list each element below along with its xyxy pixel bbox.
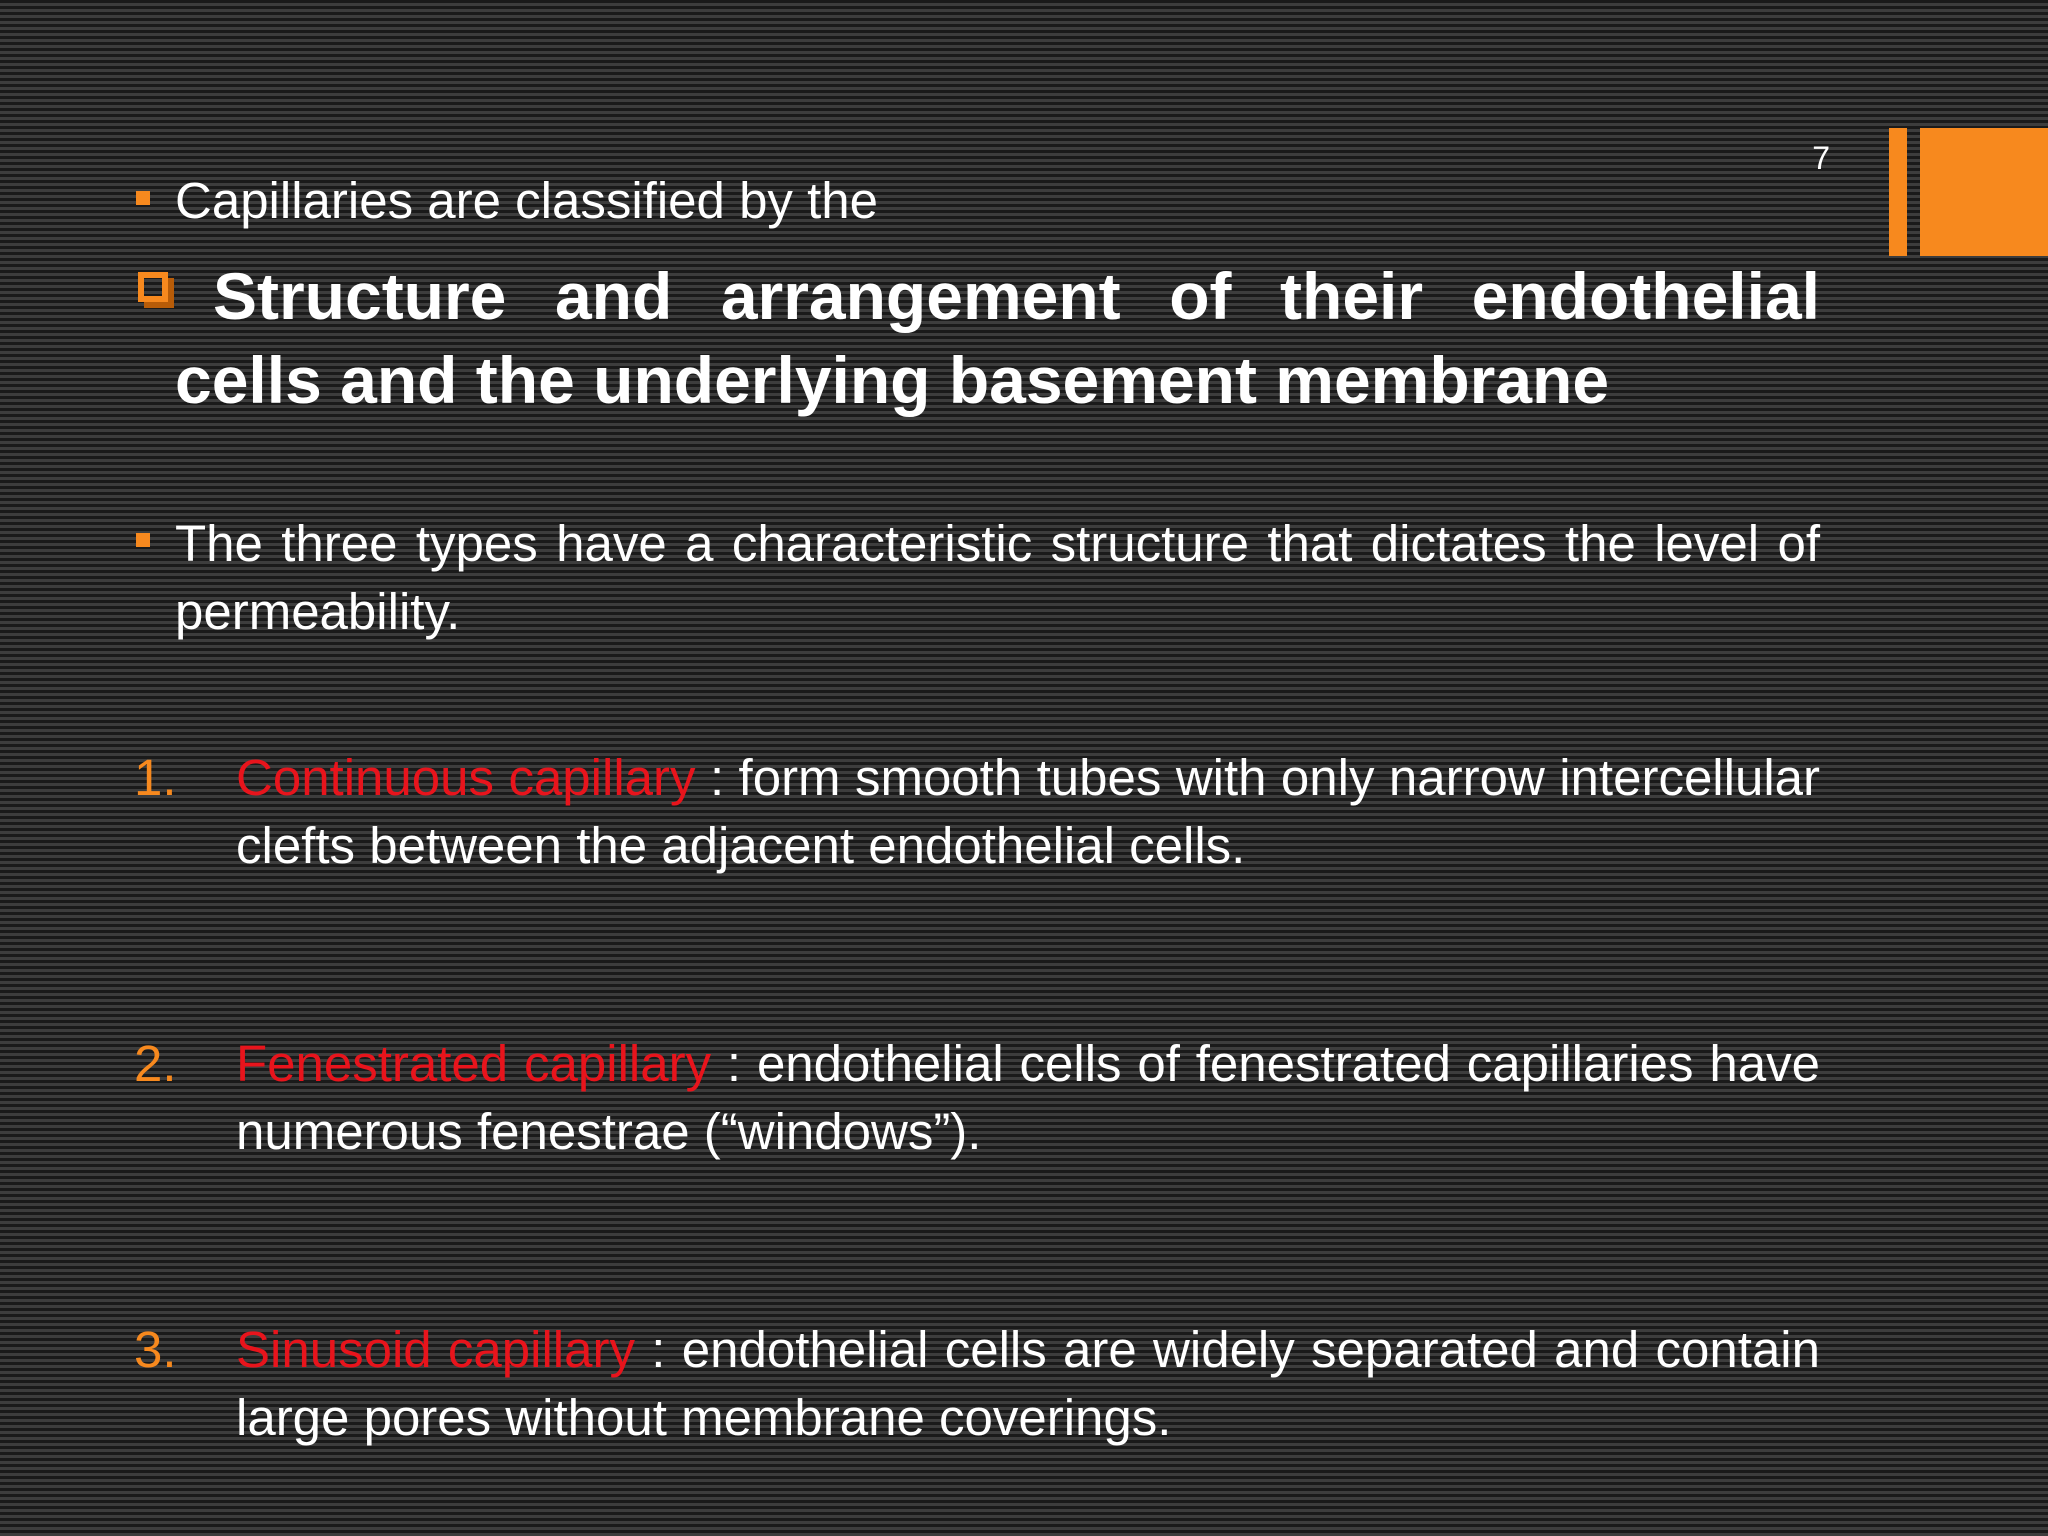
term-sinusoid-capillary: Sinusoid capillary — [236, 1321, 635, 1378]
bullet-heading-text: Structure and arrangement of their endothelial cells and the underlying basement membrane — [175, 259, 1820, 417]
accent-block — [1920, 128, 2048, 256]
term-fenestrated-capillary: Fenestrated capillary — [236, 1035, 712, 1092]
list-item-sinusoid — [134, 1316, 1820, 1452]
term-description: : endothelial cells of fenestrated capillaries have numerous fenestrae (“windows”). — [236, 1035, 1820, 1160]
accent-bar — [1889, 128, 1907, 256]
slide-number: 7 — [1812, 140, 1830, 176]
list-item-body — [236, 1030, 1820, 1166]
bullet-text: Capillaries are classified by the — [175, 172, 878, 229]
list-number: 1. — [134, 749, 177, 806]
list-item-body — [236, 744, 1820, 880]
list-item-continuous — [134, 744, 1820, 880]
term-description: : form smooth tubes with only narrow intercellular clefts between the adjacent endothelial cells. — [236, 749, 1821, 874]
list-number: 3. — [134, 1321, 177, 1378]
term-description: : endothelial cells are widely separated and contain large pores without membrane coverings. — [236, 1321, 1820, 1446]
capillary-types-list — [134, 0, 1820, 1536]
bullet-text: The three types have a characteristic structure that dictates the level of permeability. — [175, 515, 1820, 640]
list-item-body — [236, 1316, 1820, 1452]
list-item-fenestrated — [134, 1030, 1820, 1166]
list-number: 2. — [134, 1035, 177, 1092]
term-continuous-capillary: Continuous capillary — [236, 749, 696, 806]
